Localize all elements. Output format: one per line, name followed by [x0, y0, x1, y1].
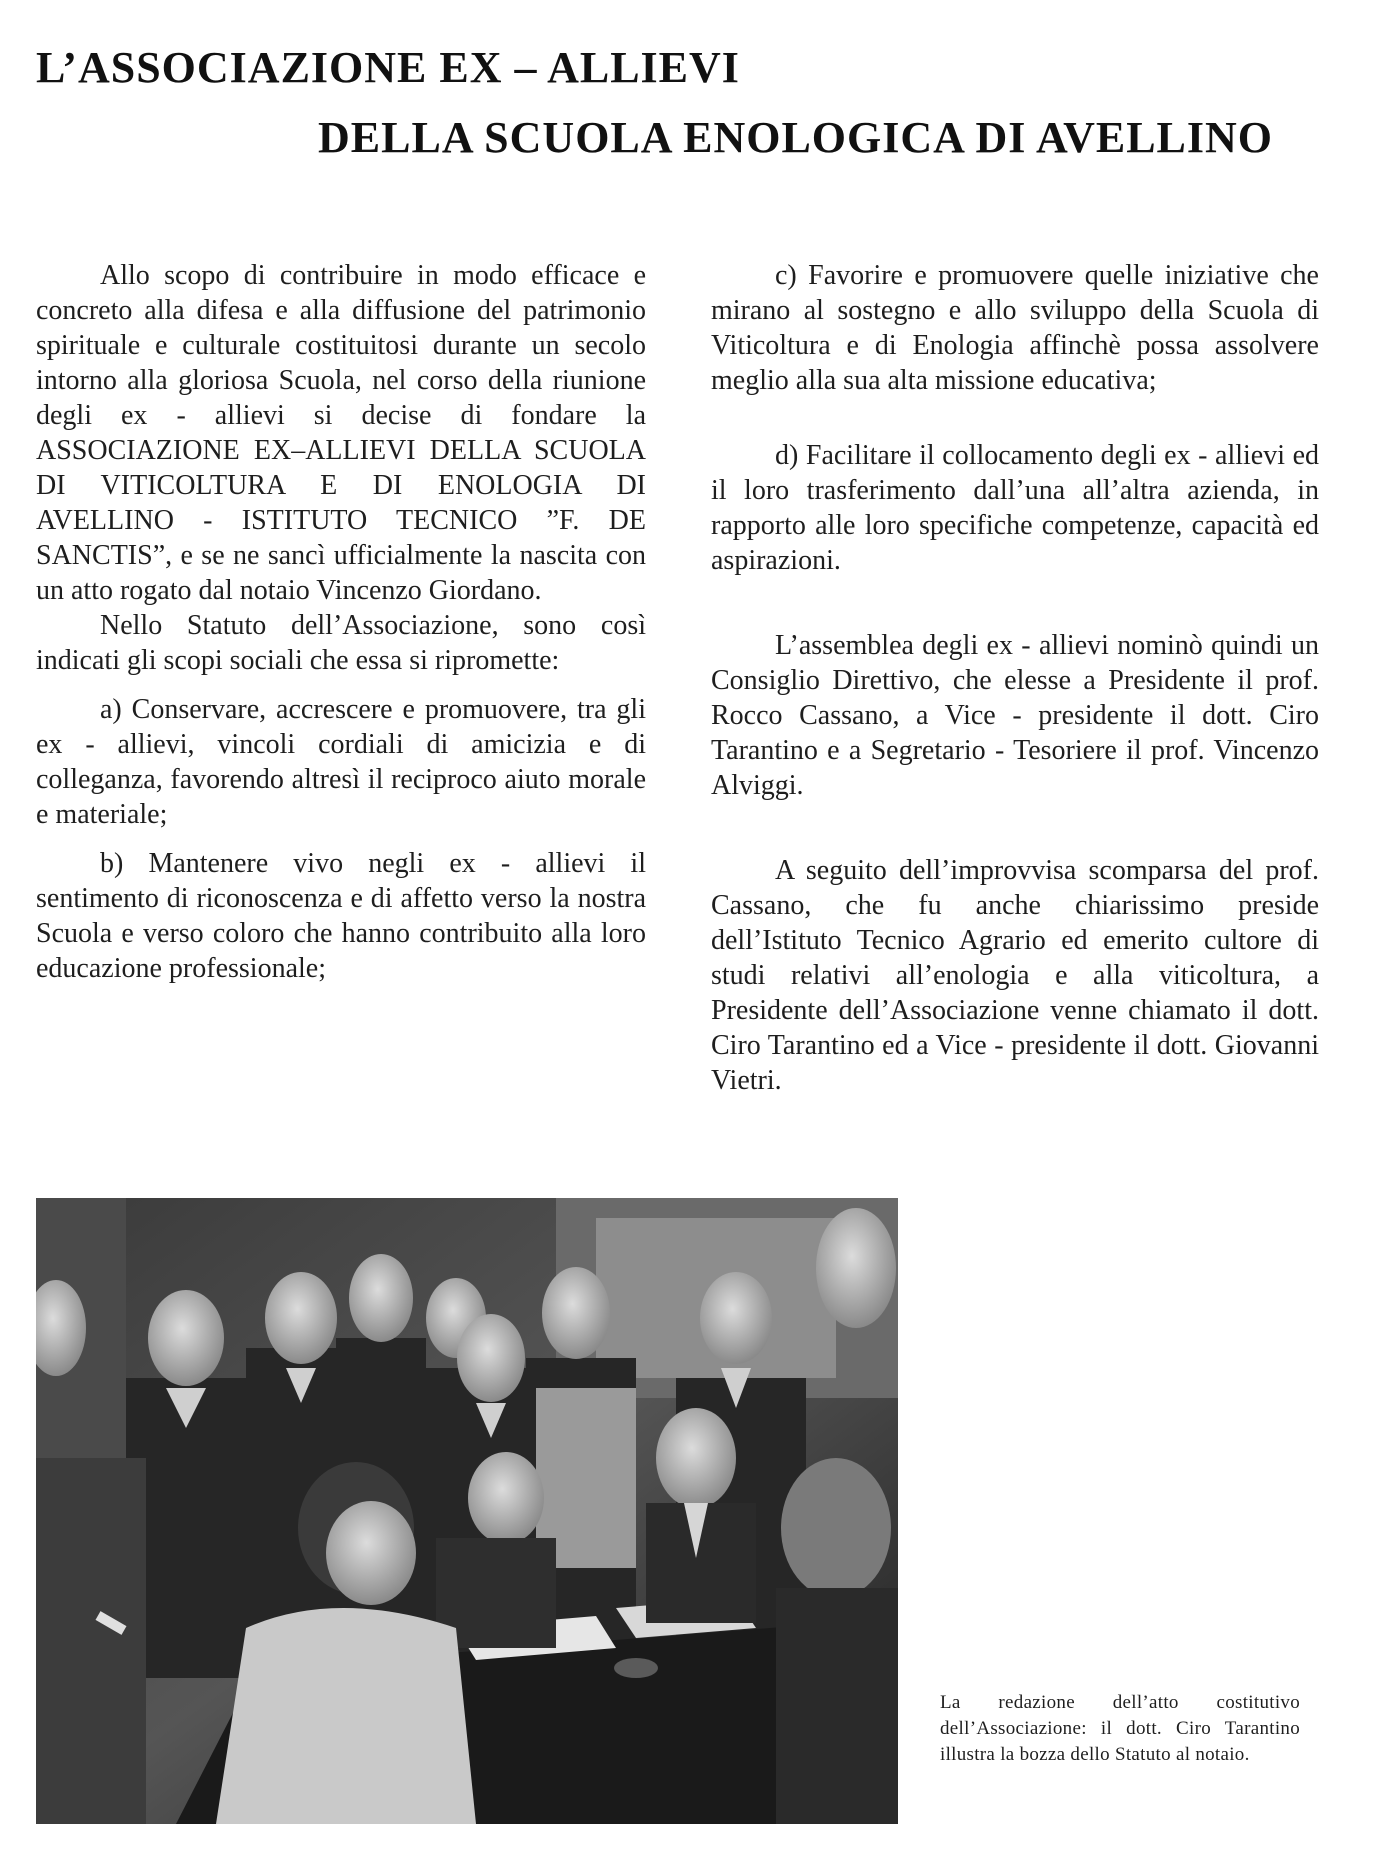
- paragraph-statute: Nello Statuto dell’Associazione, sono così indicati gli scopi sociali che essa si ripromette:: [36, 610, 646, 676]
- paragraph-aim-d: d) Facilitare il collocamento degli ex - allievi ed il loro trasferimento dall’una all’altra azienda, in rapporto alle loro specifiche competenze, capacità ed aspirazioni.: [711, 440, 1319, 576]
- meeting-photograph: [36, 1198, 898, 1824]
- photo-caption: La redazione dell’atto costitutivo dell’Associazione: il dott. Ciro Tarantino illustra la bozza dello Statuto al notaio.: [940, 1692, 1300, 1765]
- left-text-column: [36, 258, 646, 986]
- page-title-line-1: L’ASSOCIAZIONE EX – ALLIEVI: [36, 43, 740, 92]
- paragraph-aim-c: c) Favorire e promuovere quelle iniziative che mirano al sostegno e allo sviluppo della Scuola di Viticoltura e di Enologia affinchè possa assolvere meglio alla sua alta missione educativa;: [711, 260, 1319, 396]
- page-title-line-2: DELLA SCUOLA ENOLOGICA DI AVELLINO: [318, 113, 1274, 162]
- photograph-illustration: [36, 1198, 898, 1824]
- paragraph-aim-a: a) Conservare, accrescere e promuovere, tra gli ex - allievi, vincoli cordiali di amicizia e di colleganza, favorendo altresì il reciproco aiuto morale e materiale;: [36, 694, 646, 830]
- paragraph-succession: A seguito dell’improvvisa scomparsa del prof. Cassano, che fu anche chiarissimo preside dell’Istituto Tecnico Agrario ed emerito cultore di studi relativi all’enologia e alla viticoltura, a Presidente dell’Associazione venne chiamato il dott. Ciro Tarantino ed a Vice - presidente il dott. Giovanni Vietri.: [711, 855, 1319, 1096]
- paragraph-assembly: L’assemblea degli ex - allievi nominò quindi un Consiglio Direttivo, che elesse a Presidente il prof. Rocco Cassano, a Vice - presidente il dott. Ciro Tarantino e a Segretario - Tesoriere il prof. Vincenzo Alviggi.: [711, 630, 1319, 801]
- paragraph-aim-b: b) Mantenere vivo negli ex - allievi il sentimento di riconoscenza e di affetto verso la nostra Scuola e verso coloro che hanno contribuito alla loro educazione professionale;: [36, 848, 646, 984]
- paragraph-intro: Allo scopo di contribuire in modo efficace e concreto alla difesa e alla diffusione del patrimonio spirituale e culturale costituitosi durante un secolo intorno alla gloriosa Scuola, nel corso della riunione degli ex - allievi si decise di fondare la ASSOCIAZIONE EX–ALLIEVI DELLA SCUOLA DI VITICOLTURA E DI ENOLOGIA DI AVELLINO - ISTITUTO TECNICO ”F. DE SANCTIS”, e se ne sancì ufficialmente la nascita con un atto rogato dal notaio Vincenzo Giordano.: [36, 260, 646, 606]
- right-text-column: [711, 258, 1319, 1098]
